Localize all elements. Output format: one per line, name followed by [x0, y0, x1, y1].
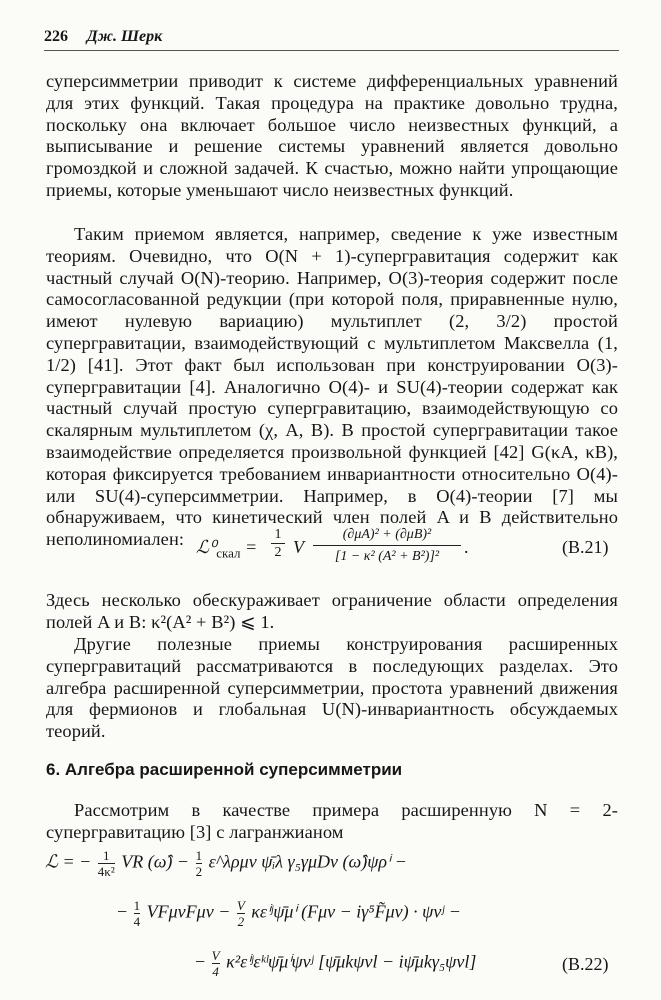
eq21-lhs-subscript: скал — [216, 545, 241, 561]
running-author: Дж. Шерк — [86, 28, 163, 45]
paragraph-3: Здесь несколько обескураживает ограничение области определения полей A и B: κ²(A² + B²) ⩽ 1. — [46, 590, 618, 632]
eq21-fraction-bar — [313, 545, 461, 546]
eq22-l2-frac1-num: 1 — [133, 898, 141, 913]
eq21-label: (B.21) — [562, 537, 609, 557]
eq22-l3-frac1-den: 4 — [212, 964, 219, 979]
eq22-line-1 — [45, 848, 407, 879]
equation-b21 — [0, 525, 661, 581]
eq22-l2-frac2 — [237, 898, 245, 929]
eq22-l1-frac1-num: 1 — [102, 848, 110, 863]
eq22-l3-frac1 — [212, 948, 220, 979]
eq22-l2-frac1 — [134, 898, 141, 929]
eq22-l2-b: VFμνFμν − — [146, 901, 231, 922]
eq22-l1-b: VR (ω̂) − — [121, 851, 190, 872]
paragraph-6: Рассмотрим в качестве примера расширенную N = 2-супергравитацию [3] с лагранжианом — [46, 800, 618, 842]
section-title: 6. Алгебра расширенной суперсимметрии — [46, 760, 403, 779]
paragraph-1: суперсимметрии приводит к системе дифференциальных уравнений для этих функций. Такая процедура на практике довольно трудна, поскольку она включает большое число неизвестных функций, а выписывание и решение системы уравнений является довольно громоздкой и сложной задачей. К счастью, можно найти упрощающие приемы, которые уменьшают число неизвестных функций. — [46, 71, 618, 200]
eq22-line-3 — [195, 948, 476, 979]
eq22-l1-frac2-num: 1 — [195, 848, 203, 863]
eq22-l2-frac1-den: 4 — [133, 914, 141, 929]
running-header — [44, 27, 162, 46]
eq22-l1-frac1-den: 4κ² — [97, 864, 115, 879]
eq22-l2-frac2-num: V — [236, 898, 245, 913]
eq22-l2-frac2-den: 2 — [237, 914, 245, 929]
eq21-numerator: (∂μA)² + (∂μB)² — [342, 527, 432, 542]
eq22-l3-c: κ²εⁱʲεᵏˡψ̄μⁱψνʲ [ψ̄μkψνl − iψ̄μkγ₅ψνl] — [226, 951, 477, 972]
eq21-lhs-symbol: ℒ⁰ — [196, 537, 217, 557]
eq22-l1-frac2-den: 2 — [195, 864, 203, 879]
eq22-label: (B.22) — [562, 954, 609, 974]
eq22-l2-a: − — [117, 901, 128, 922]
eq22-l1-c: ε^λρμν ψ̄ᵢλ γ₅γμDν (ω̂)ψρⁱ − — [208, 851, 407, 872]
header-rule — [44, 50, 619, 51]
eq22-l3-a: − — [195, 951, 206, 972]
eq22-line-2 — [117, 898, 461, 929]
eq21-half-fraction — [271, 526, 285, 561]
eq21-v: V — [293, 537, 304, 557]
eq21-period: . — [464, 537, 469, 557]
eq21-fraction — [313, 525, 461, 566]
paragraph-4: Другие полезные приемы конструирования расширенных супергравитаций рассматриваются в последующих разделах. Это алгебра расширенной суперсимметрии, простота уравнений движения для фермионов и глобальная U(N)-инвариантность обсуждаемых теорий. — [46, 634, 618, 742]
eq22-l1-frac1 — [98, 848, 115, 879]
eq22-l1-frac2 — [196, 848, 203, 879]
paragraph-2: Таким приемом является, например, сведение к уже известным теориям. Очевидно, что O(N + 1)-супергравитация содержит как частный случай O(N)-теорию. Например, O(3)-теория содержит после самосогласованной редукции (при которой поля, приравненные нулю, имеют нулевую вариацию) мультиплет (2, 3/2) простой супергравитации, взаимодействующий с мультиплетом Максвелла (1, 1/2) [41]. Этот факт был использован при конструировании O(3)-супергравитации [4]. Аналогично O(4)- и SU(4)-теории содержат как частный случай простую супергравитацию, взаимодействующую со скалярным мультиплетом (χ, A, B). В простой супергравитации такое взаимодействие определяется произвольной функцией [42] G(κA, κB), которая фиксируется требованием инвариантности относительно O(4)- или SU(4)-суперсимметрии. Например, в O(4)-теории [7] мы обнаруживаем, что кинетический член полей A и B действительно неполиномиален: — [46, 224, 618, 550]
eq21-half-den: 2 — [274, 545, 282, 560]
eq21-equals: = — [240, 537, 258, 557]
page-number: 226 — [44, 28, 68, 45]
eq22-l1-a: ℒ = − — [45, 851, 92, 872]
eq22-l3-frac1-num: V — [211, 948, 220, 963]
eq21-half-num: 1 — [274, 527, 282, 542]
eq21-lhs — [196, 537, 257, 562]
eq22-l2-c: κεⁱʲψ̄μⁱ (Fμν − iγ⁵F̃μν) · ψνʲ − — [251, 901, 461, 922]
eq21-denominator: [1 − κ² (A² + B²)]² — [334, 549, 440, 564]
